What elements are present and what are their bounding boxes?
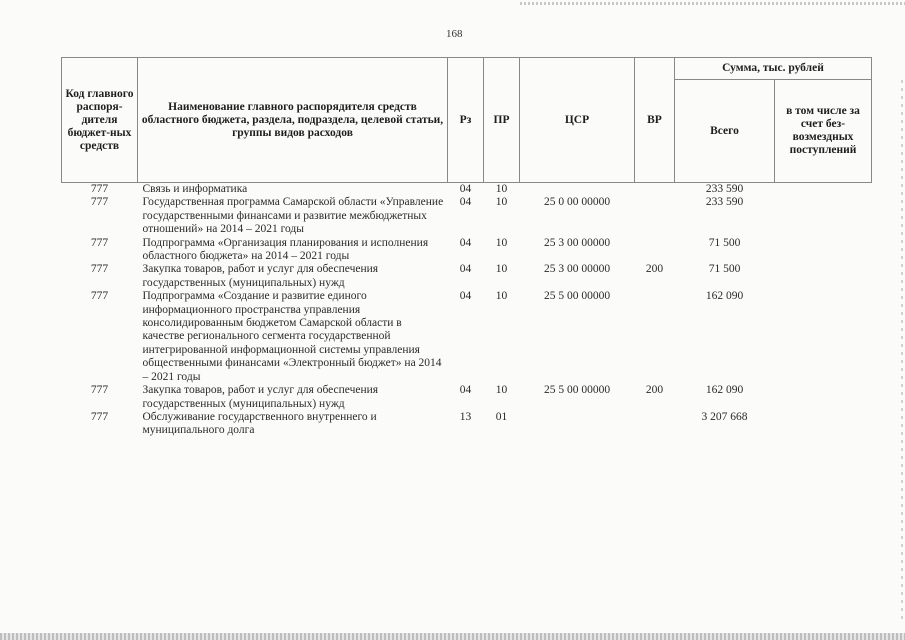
scan-edge-bottom: [0, 633, 905, 640]
cell-code: 777: [90, 183, 109, 195]
cell-total: 162 090: [705, 384, 744, 397]
table-body: [62, 183, 872, 438]
header-vr: ВР: [635, 58, 675, 183]
cell-rz: 13: [459, 410, 472, 423]
header-total: Всего: [675, 80, 775, 183]
cell-rz: 04: [459, 183, 472, 195]
cell-vr: [635, 183, 675, 197]
cell-vr: 200: [645, 263, 664, 276]
cell-code: 777: [90, 384, 109, 397]
cell-rz: 04: [459, 290, 472, 303]
cell-rz: 04: [459, 384, 472, 397]
page-number: 168: [446, 28, 463, 40]
cell-csr: 25 5 00 00000: [543, 290, 611, 303]
cell-pr: 10: [495, 384, 508, 397]
cell-total: 162 090: [705, 290, 744, 303]
header-rz: Рз: [448, 58, 484, 183]
cell-name: Подпрограмма «Создание и развитие единого информационного пространства управления консолидированным бюджетом Самарской области в качестве регионального сегмента государственной интегрированной информационной системы управления общественными финансами «Электронный бюджет» на 2014 – 2021 годы: [142, 290, 442, 383]
cell-pr: 01: [495, 410, 508, 423]
cell-rz: 04: [459, 236, 472, 249]
cell-csr: 25 5 00 00000: [543, 384, 611, 397]
table-row: [62, 263, 872, 290]
cell-name: Связь и информатика: [142, 183, 248, 195]
cell-total: 3 207 668: [701, 410, 748, 423]
cell-rz: 04: [459, 263, 472, 276]
table-row: [62, 196, 872, 236]
cell-free: [775, 183, 872, 197]
table-row: [62, 384, 872, 411]
cell-vr: [635, 290, 675, 384]
cell-free: [775, 411, 872, 438]
cell-name: Государственная программа Самарской области «Управление государственными финансами и развитие межбюджетных отношений» на 2014 – 2021 годы: [142, 196, 444, 236]
cell-csr: 25 3 00 00000: [543, 236, 611, 249]
cell-code: 777: [90, 236, 109, 249]
cell-name: Подпрограмма «Организация планирования и исполнения областного бюджета» на 2014 – 2021 годы: [142, 236, 429, 263]
cell-pr: 10: [495, 263, 508, 276]
header-csr: ЦСР: [520, 58, 635, 183]
cell-code: 777: [90, 196, 109, 209]
table-row: [62, 411, 872, 438]
cell-csr: [520, 411, 635, 438]
cell-pr: 10: [495, 236, 508, 249]
scan-edge-right: [901, 80, 903, 620]
cell-free: [775, 384, 872, 411]
cell-total: 233 590: [705, 183, 744, 195]
cell-pr: 10: [495, 196, 508, 209]
cell-free: [775, 196, 872, 236]
cell-pr: 10: [495, 290, 508, 303]
cell-name: Закупка товаров, работ и услуг для обеспечения государственных (муниципальных) нужд: [142, 384, 379, 410]
header-pr: ПР: [484, 58, 520, 183]
cell-free: [775, 237, 872, 264]
cell-csr: 25 3 00 00000: [543, 263, 611, 276]
cell-pr: 10: [495, 183, 508, 195]
cell-total: 233 590: [705, 196, 744, 209]
cell-code: 777: [90, 263, 109, 276]
scan-edge-top: [520, 2, 905, 5]
cell-code: 777: [90, 290, 109, 303]
cell-free: [775, 263, 872, 290]
header-code: Код главного распоря-дителя бюджет-ных средств: [62, 58, 138, 183]
header-free-receipts: в том числе за счет без-возмездных поступлений: [775, 80, 872, 183]
table-row: [62, 290, 872, 384]
cell-total: 71 500: [708, 263, 741, 276]
cell-rz: 04: [459, 196, 472, 209]
budget-table-container: [61, 57, 871, 438]
cell-total: 71 500: [708, 236, 741, 249]
header-name: Наименование главного распорядителя средств областного бюджета, раздела, подраздела, целевой статьи, группы видов расходов: [138, 58, 448, 183]
cell-csr: [520, 183, 635, 197]
table-row: [62, 183, 872, 197]
budget-table: [61, 57, 872, 438]
table-row: [62, 237, 872, 264]
table-header: [62, 58, 872, 183]
cell-vr: [635, 411, 675, 438]
cell-code: 777: [90, 410, 109, 423]
cell-vr: [635, 196, 675, 236]
cell-vr: [635, 237, 675, 264]
cell-name: Обслуживание государственного внутреннего и муниципального долга: [142, 410, 377, 437]
cell-csr: 25 0 00 00000: [543, 196, 611, 209]
cell-vr: 200: [645, 384, 664, 397]
cell-free: [775, 290, 872, 384]
cell-name: Закупка товаров, работ и услуг для обеспечения государственных (муниципальных) нужд: [142, 263, 379, 289]
header-sum-group: Сумма, тыс. рублей: [675, 58, 872, 80]
